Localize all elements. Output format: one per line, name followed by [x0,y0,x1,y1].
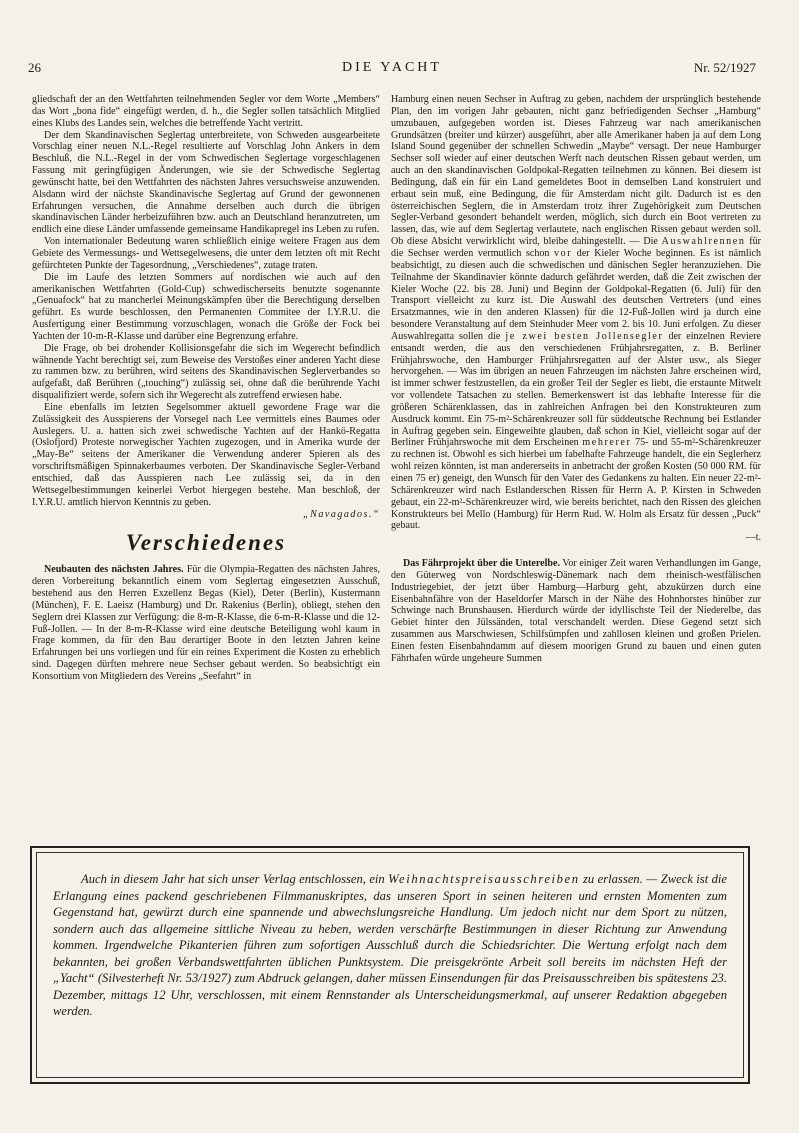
paragraph: gliedschaft der an den Wettfahrten teilnehmenden Segler vor dem Worte „Members“ das Wort „bona fide“ eingefügt werden, d. h., die Segler sollen tatsächlich Mitglied eines Klubs des Landes sein, welches die betreffende Yacht vertritt. [32,94,380,129]
page-header [28,60,756,80]
text: zu erlassen. — Zweck ist die Erlangung eines packend geschriebenen Filmmanuskriptes, das unseren Sport in seinen heiteren und ernsten Momenten zum Gegenstand hat, gewürzt durch eine spannende und abwechslungsreiche Handlung. Um jedoch nicht nur dem Sport zu nützen, sondern auch das allgemeine sittliche Niveau zu heben, werden verschärfte Bestimmungen in dieser Richtung zur Anwendung kommen. Irgendwelche Pikanterien führen zum sofortigen Ausschluß durch die Schiedsrichter. Die Wertung erfolgt nach dem bekannten, bei großen Verbandswettfahrten üblichen Punktsystem. Die preisgekrönte Arbeit soll bereits im nächsten Heft der „Yacht“ (Silvesterheft Nr. 53/1927) zum Abdruck gelangen, daher müssen Einsendungen für das Preisausschreiben bis spätestens 23. Dezember, mittags 12 Uhr, verschlossen, mit einem Rennstander als Unterscheidungsmerkmal, auf unserer Redaktion abgegeben werden. [53,872,727,1018]
right-column [391,94,761,665]
text: 75- und 55-m²-Schärenkreuzer zu rechnen ist. Obwohl es sich hierbei um fabelhafte Fahrzeuge handelt, die ein Seglerherz wohl reizen könnten, ist man andererseits in anbetracht der großen Kosten (50 000 RM. für einen 75 er) geneigt, den Wunsch für den Vater des Gedankens zu halten. Ein neuer 22-m²-Schärenkreuzer wird nach Estlanderschen Rissen für Herrn A. P. Kirsten in Schweden gebaut, ein 22-m²-Schärenkreuzer wird, wie bereits berichtet, nach den Rissen des gleichen Konstrukteurs bei Mello (Hamburg) für Herrn Rud. W. Holm als Ersatz für dessen „Puck“ gebaut. [391,437,761,532]
paragraph: Die im Laufe des letzten Sommers auf nordischen wie auch auf den amerikanischen Wettfahrten (Gold-Cup) schwedischerseits benutzte sogenannte „Genuafock“ hat zu mancherlei Meinungskämpfen über die Berechtigung derselben geführt. Es wurde beschlossen, den Permanenten Commitee der I.Y.R.U. die Ausfertigung einer Bestimmung vorzuschlagen, wonach die Größe der Fock bei Yachten der 10-m-R-Klasse und darüber eine Begrenzung erfahre. [32,271,380,342]
paragraph-text: Vor einiger Zeit waren Verhandlungen im Gange, den Güterweg von Nordschleswig-Dänemark nach dem rheinisch-westfälischen Industriegebiet, der jetzt über Hamburg—Harburg geht, abzukürzen durch eine Eisenbahnfähre von der Haseldorfer Marsch in der Nähe des Hohnhorstes hinüber zur Schwinge nach Brunshausen. Hierdurch würde der idyllischste Teil der Niederelbe, das Gebiet hinter den Jülssänden, total verschandelt werden. Diese Gegend setzt sich zusammen aus Marschwiesen, Schilfsümpfen und zahllosen kleinen und großen Prielen. Einen festen Eisenbahndamm auf diesem moorigen Grund zu bauen und einen guten Fährhafen würde ungeheure Summen [391,558,761,664]
spaced-text: mehrerer [582,437,632,449]
page-number: 26 [28,60,41,75]
spaced-text: Auswahlrennen [661,236,746,248]
section-heading: Verschiedenes [125,530,287,556]
paragraph-text: Für die Olympia-Regatten des nächsten Jahres, deren Vorbereitung bekanntlich einem vom Seglertag eingesetzten Ausschuß, bestehend aus den Herren Exzellenz Begas (Kiel), Deter (Berlin), Kustermann (München), F. E. Laeisz (Hamburg) und Dr. Rakenius (Berlin), obliegt, stehen den Seglern drei Klassen zur Verfügung: die 8-m-R-Klasse, die 6-m-R-Klasse und die 12-Fuß-Jollen. — In der 8-m-R-Klasse wird eine deutsche Beteiligung wohl kaum in Frage kommen, da für den Bau derartiger Boote in den letzten Jahren keine Erfahrungen bei uns vorliegen und für ein reines Experiment die Kosten zu erheblich sind. Dagegen dürften mehrere neue Sechser gebaut werden. So beabsichtigt ein Konsortium von Mitgliedern des Vereins „Seefahrt“ in [32,564,380,682]
paragraph: Die Frage, ob bei drohender Kollisionsgefahr die sich im Wegerecht befindlich wähnende Yacht berechtigt sei, zum Beweise des Verstoßes einer anderen Yacht diese zu rammen bzw. zu berühren, wird seitens des Skandinavischen Seglerverbandes so aufgefaßt, daß Berühren („touching“) zulässig sei, ohne daß die berührende Yacht disqualifiziert werde, sofern sich ihr Wegerecht als zutreffend erwiesen habe. [32,342,380,402]
issue-number: Nr. 52/1927 [693,60,756,75]
notice-text [53,871,727,1020]
author-signature: „Navagados.“ [303,508,380,520]
paragraph-lead: Neubauten des nächsten Jahres. [44,564,184,576]
text: der einzelnen Reviere entsandt werden, die aus den verschiedenen Frühjahrsregatten, z. B. Berliner Frühjahrswoche, den Hamburger Frühjahrsregatten auf der Alster usw., als Sieger hervorgehen. — Was im übrigen an neuen Fahrzeugen im nächsten Jahre erscheinen wird, ist immer schwer festzustellen, da ein großer Teil der Segler es liebt, die erstaunte Mitwelt vor vollendete Tatsachen zu stellen. Bemerkenswert ist das lebhafte Interesse für die größeren Schärenklassen, das in zahlreichen Anfragen bei den Konstrukteuren zum Ausdruck kommt. Ein 75-m²-Schärenkreuzer soll für süddeutsche Rechnung bei Estlander in Auftrag gegeben sein. Eingeweihte glauben, daß schon in Kiel, vielleicht sogar auf der Berliner Frühjahrswoche mit dem Erscheinen [391,330,762,449]
spaced-text: Weihnachtspreisausschreiben [388,872,580,886]
paragraph [32,564,380,682]
text: der Kieler Woche beginnen. Es ist nämlich beabsichtigt, zu diesen auch die schwedischen und dänischen Segler heranzuziehen. Die Teilnahme der Skandinavier könnte dadurch gefährdet werden, daß die Zeit zwischen der Kieler Woche (22. bis 28. Juni) und Beginn der Goldpokal-Regatten (6. Juli) für den Transport vielleicht zu kurz ist. Die Auswahl des deutschen Vertreters (und eines Ersatzmannes, wie in den anderen Klassen) für die 12-Fuß-Jollen wird ja durch eine besondere Veranstaltung auf dem Steinhuder Meer vom 2. bis 10. Juni erfolgen. Zu dieser Auswahlregatta sollen die [391,247,761,342]
journal-title: DIE YACHT [342,60,442,75]
paragraph: Der dem Skandinavischen Seglertag unterbreitete, von Schweden ausgearbeitete Vorschlag einer neuen N.L.-Regel resultierte auf Vorschlag John Ankers in dem Beschluß, die N.L.-Regel in der vom Schwedischen Seglertage vorgeschlagenen Fassung mit geringfügigen Änderungen, wie sie der Schwedische Seglertag gewünscht hatte, bei den Wettfahrten des nächsten Jahres versuchsweise anzuwenden. Alsdann wird der nächste Skandinavische Seglertag auf Grund der gewonnenen Erfahrungen versuchen, die Annahme derselben auch durch die übrigen skandinavischen Länder herbeizuführen bzw. auch an Deutschland heranzutreten, um endlich eine diese Länder umfassende gemeinsame Handikapregel ins Leben zu rufen. [32,129,380,236]
paragraph-lead: Das Fährprojekt über die Unterelbe. [403,558,560,570]
spaced-text: je zwei besten Jollensegler [505,330,664,342]
author-signature: —t. [745,532,761,544]
text: für die Sechser werden vermutlich schon [391,236,761,259]
paragraph: Eine ebenfalls im letzten Segelsommer aktuell gewordene Frage war die Zulässigkeit des Ausspierens der Vorsegel nach Lee vermittels eines Baumes oder Auslegers. U. a. hatten sich zwei schwedische Yachten auf der Hankö-Regatta (Oslofjord) Proteste norwegischer Yachten zugezogen, und in Amerika wurde der „May-Be“ seitens der Amerikaner die Verwendung anderer Spieren als des vorschriftsmäßigen Spinnakerbaumes verboten. Der Skandinavische Segler-Verband entschied, daß das Ausspieren nach Lee zulässig sei, da in den Wettsegelbestimmungen keinerlei Verbot hiergegen bestehe. Man beschloß, der I.Y.R.U. amtlich hiervon Kenntnis zu geben. [32,401,380,508]
spaced-text: vor [554,247,573,259]
paragraph [391,558,761,665]
notice-box [30,846,750,1084]
text: Hamburg einen neuen Sechser in Auftrag zu geben, nachdem der ursprünglich bestehende Plan, den im vorigen Jahr gebauten, nicht ganz befriedigenden Sechser „Hamburg“ umzubauen, aufgegeben worden ist. Dieses Fahrzeug war nach amerikanischen Grundsätzen (breiter und kürzer) ausgeführt, aber alle Amerikaner haben ja auf dem Long Island Sound gegenüber der schnellen Schwedin „Maybe“ versagt. Der neue Hamburger Sechser soll wieder auf einer deutschen Werft nach deutschen Rissen gebaut werden, um auch an den skandinavischen Goldpokal-Regatten teilnehmen zu können. Bei diesem ist Bedingung, daß ein für ein Land gemeldetes Boot in demselben Land konstruiert und erbaut sein muß, eine Bedingung, die für Amsterdam nicht gilt. Dadurch ist es den österreichischen Seglern, die in Amsterdam trotz ihrer Zugehörigkeit zum Deutschen Segler-Verband gesondert behandelt werden, möglich, sich durch ein Boot vertreten zu lassen, das, wie auf dem Seglertag verlautete, nach englischen Rissen gebaut werden soll. Ob diese Absicht verwirklicht wird, bleibe dahingestellt. — Die [391,94,761,248]
text: Auch in diesem Jahr hat sich unser Verlag entschlossen, ein [81,872,389,886]
notice-inner [36,852,744,1078]
left-column [32,94,380,683]
paragraph [391,94,761,532]
paragraph: Von internationaler Bedeutung waren schließlich einige weitere Fragen aus dem Gebiete des Vermessungs- und Wettsegelwesens, die unter dem letzten oft mit Recht gefürchteten Punkte der Tagesordnung, „Verschiedenes“, zutage traten. [32,236,380,271]
